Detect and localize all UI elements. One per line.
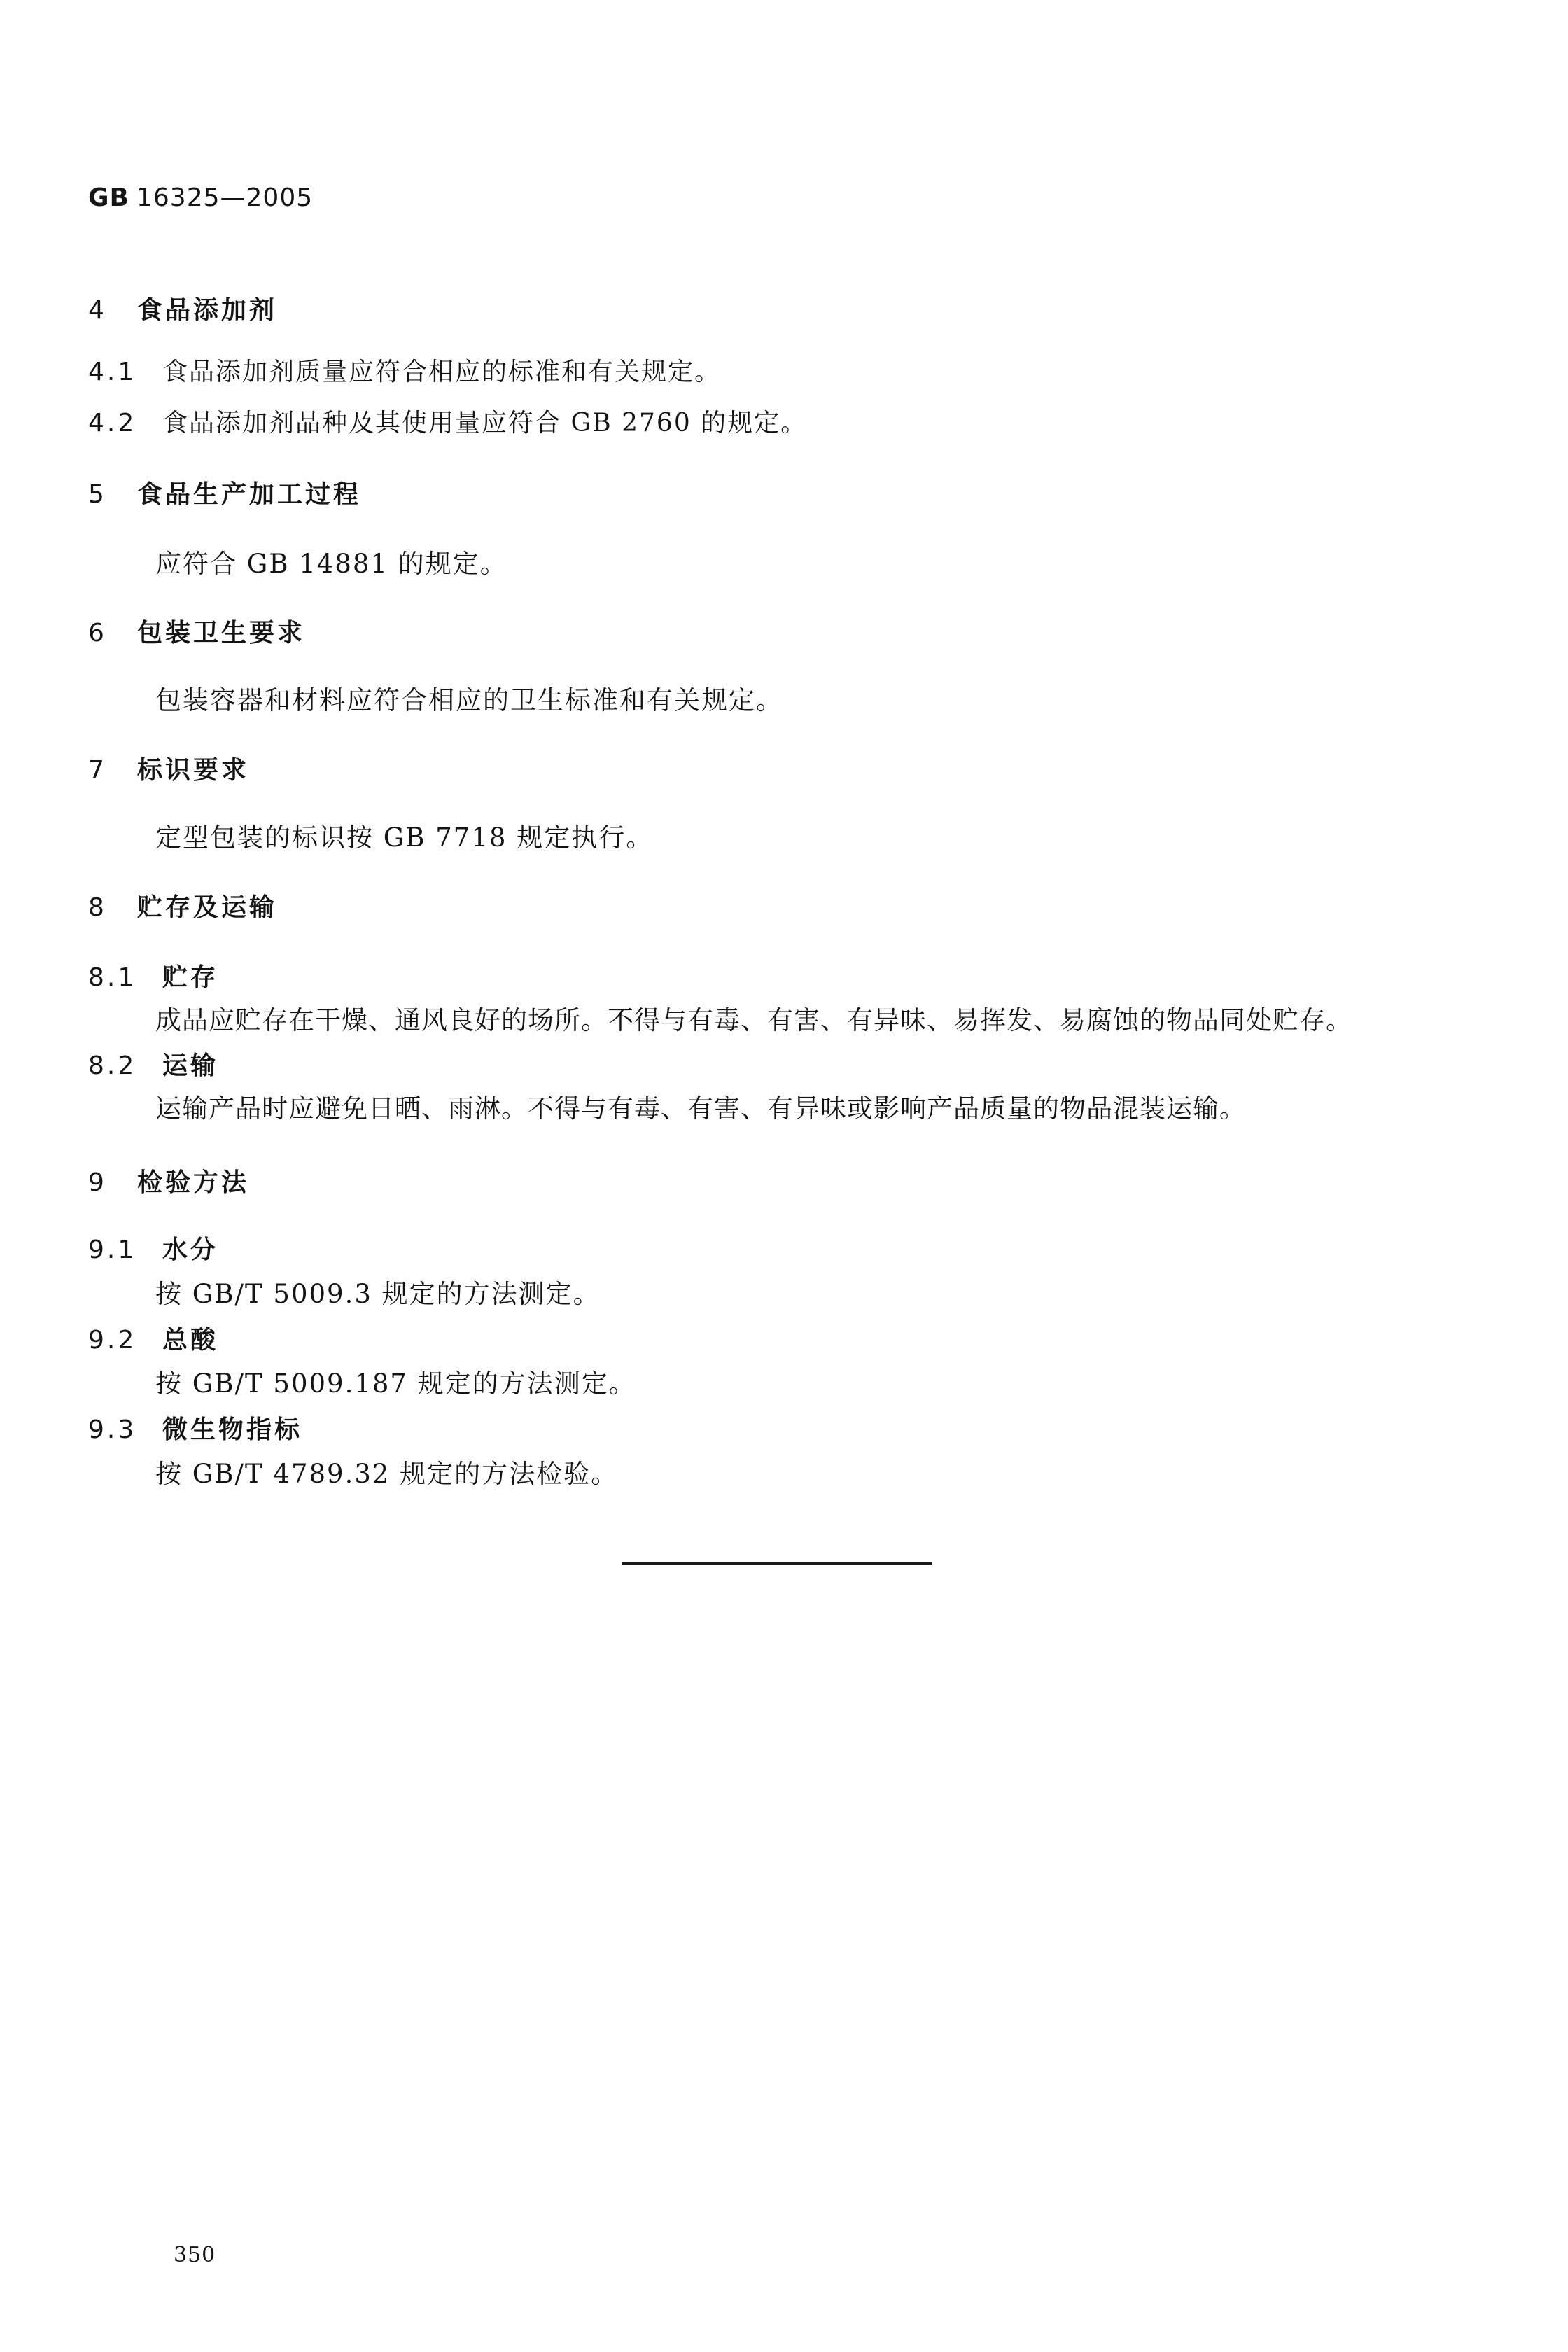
section-title: 食品添加剂 [137,296,278,325]
clause-number: 4.2 [88,409,137,438]
section-6-text: 包装容器和材料应符合相应的卫生标准和有关规定。 [155,685,783,715]
section-9-heading [88,1163,249,1198]
clause-title: 运输 [162,1051,219,1080]
section-7-heading [88,750,249,786]
clause-8-1-text: 成品应贮存在干燥、通风良好的场所。不得与有毒、有害、有异味、易挥发、易腐蚀的物品同处贮存。 [155,1005,1352,1035]
clause-number: 8.1 [88,963,137,992]
section-6-heading [88,613,305,649]
clause-8-1-heading [88,958,218,993]
clause-9-3-heading [88,1410,302,1446]
clause-text: 食品添加剂质量应符合相应的标准和有关规定。 [162,358,722,386]
section-7-text: 定型包装的标识按 GB 7718 规定执行。 [155,822,654,853]
clause-number: 9.3 [88,1415,137,1444]
section-title: 贮存及运输 [137,893,278,922]
clause-9-2-heading [88,1320,218,1356]
section-5-text: 应符合 GB 14881 的规定。 [155,549,507,579]
page-number: 350 [174,2243,216,2267]
clause-title: 总酸 [162,1326,219,1354]
end-rule [622,1562,932,1564]
section-4-heading [88,290,277,326]
section-title: 标识要求 [137,756,250,785]
clause-4-1 [88,352,721,388]
standard-code [88,183,313,212]
section-5-heading [88,475,361,510]
section-8-heading [88,888,277,923]
section-title: 包装卫生要求 [137,619,306,648]
clause-9-1-text: 按 GB/T 5009.3 规定的方法测定。 [155,1279,601,1309]
section-number: 4 [88,296,104,325]
section-title: 检验方法 [137,1168,250,1197]
clause-title: 微生物指标 [162,1415,303,1444]
section-number: 7 [88,756,104,785]
clause-text: 食品添加剂品种及其使用量应符合 GB 2760 的规定。 [162,409,808,438]
section-number: 8 [88,893,104,922]
section-title: 食品生产加工过程 [137,480,362,509]
clause-number: 4.1 [88,358,137,386]
section-number: 9 [88,1168,104,1197]
clause-title: 贮存 [162,963,219,992]
clause-number: 9.2 [88,1326,137,1354]
standard-prefix: GB [88,183,130,212]
clause-9-1-heading [88,1230,218,1266]
section-number: 5 [88,480,104,509]
clause-4-2 [88,403,807,439]
clause-number: 9.1 [88,1236,137,1264]
clause-8-2-text: 运输产品时应避免日晒、雨淋。不得与有毒、有害、有异味或影响产品质量的物品混装运输。 [155,1093,1246,1124]
clause-9-3-text: 按 GB/T 4789.32 规定的方法检验。 [155,1459,619,1489]
clause-9-2-text: 按 GB/T 5009.187 规定的方法测定。 [155,1368,636,1399]
clause-8-2-heading [88,1046,218,1082]
standard-number: 16325—2005 [136,183,314,212]
clause-title: 水分 [162,1236,219,1264]
clause-number: 8.2 [88,1051,137,1080]
section-number: 6 [88,619,104,648]
